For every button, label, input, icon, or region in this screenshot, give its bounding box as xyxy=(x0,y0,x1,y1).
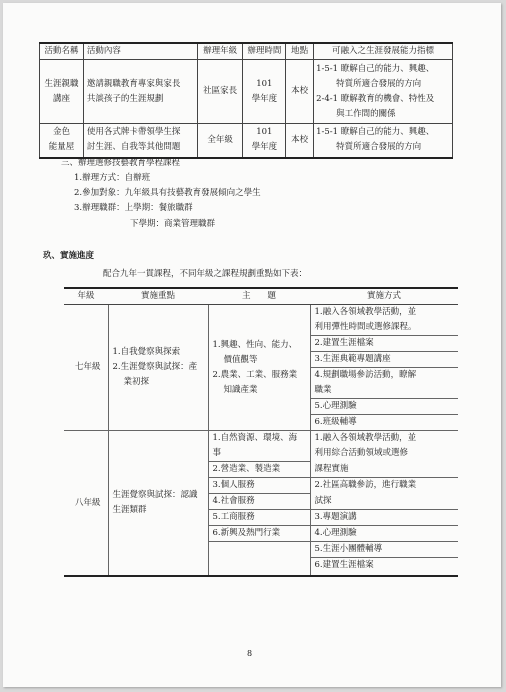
activity-time: 101 學年度 xyxy=(243,60,286,124)
method-item: 3.專題演講 xyxy=(310,510,458,526)
method-item: 2.社區高職參訪，進行職業 xyxy=(310,478,458,494)
section3-item: 3.辦理職群：上學期：餐旅職群 xyxy=(74,203,193,213)
method-item: 1.融入各領域教學活動，並 xyxy=(310,431,458,447)
theme-item: 3.個人服務 xyxy=(208,478,310,494)
method-item: 5.生涯小團體輔導 xyxy=(310,542,458,558)
method-item: 6.建置生涯檔案 xyxy=(310,558,458,574)
header-cell: 主 題 xyxy=(208,288,310,305)
method-item: 利用彈性時間或選修課程。 xyxy=(314,322,417,332)
activity-name: 生涯親職 講座 xyxy=(40,60,84,124)
table-row xyxy=(40,124,453,158)
theme-item: 4.社會服務 xyxy=(208,494,310,510)
header-cell: 實施重點 xyxy=(108,288,208,305)
section3-item: 下學期：商業管理職群 xyxy=(130,219,216,229)
activity-content: 邀請親職教育專家與家長 共談孩子的生涯規劃 xyxy=(83,60,197,124)
header-cell: 活動名稱 xyxy=(40,43,84,60)
section3-item: 1.辦理方式：自辦班 xyxy=(74,173,151,183)
section3-title: 三、辦理選修技藝教育學程課程 xyxy=(61,158,181,168)
header-cell: 實施方式 xyxy=(310,288,458,305)
activity-name: 金色 能量屋 xyxy=(40,124,84,158)
header-cell: 活動內容 xyxy=(83,43,197,60)
header-cell: 地點 xyxy=(286,43,314,60)
method-item: 6.班級輔導 xyxy=(310,415,458,431)
section3-item: 2.參加對象：九年級具有技藝教育發展傾向之學生 xyxy=(74,188,261,198)
ability-index: 1-5-1 瞭解自己的能力、興趣、 特質所適合發展的方向 xyxy=(314,124,453,158)
theme-item: 5.工商服務 xyxy=(208,510,310,526)
table-row xyxy=(40,60,453,124)
page-number: 8 xyxy=(247,649,253,658)
header-cell: 可融入之生涯發展能力指標 xyxy=(314,43,453,60)
intro-text: 配合九年一貫課程，不同年級之課程規劃重點如下表： xyxy=(103,269,308,279)
method-item: 課程實施 xyxy=(314,463,349,474)
focus-cell: 生涯覺察與試探：認識 生涯類群 xyxy=(108,431,208,577)
schedule-table-header xyxy=(64,288,458,305)
header-cell: 辦理年級 xyxy=(197,43,243,60)
method-item: 3.生涯典範專題講座 xyxy=(310,352,458,368)
grade-cell: 七年級 xyxy=(64,305,108,431)
section-heading: 玖、實施進度 xyxy=(43,251,95,261)
method-item: 利用綜合活動領域或選修 xyxy=(314,448,409,459)
document-page xyxy=(3,3,501,687)
table-bottom-rule xyxy=(310,573,458,576)
schedule-table xyxy=(64,287,458,577)
theme-item: 2.營造業、製造業 xyxy=(208,462,310,478)
activity-time: 101 學年度 xyxy=(243,124,286,158)
ability-index: 1-5-1 瞭解自己的能力、興趣、 特質所適合發展的方向 2-4-1 瞭解教育的機會、特性及 與工作間的關係 xyxy=(314,60,453,124)
activity-grade: 社區家長 xyxy=(197,60,243,124)
theme-item: 6.新興及熱門行業 xyxy=(208,526,310,542)
method-item: 職業 xyxy=(314,385,332,395)
activity-place: 本校 xyxy=(286,124,314,158)
activity-table xyxy=(39,42,453,159)
focus-cell: 1.自我覺察與探索 2.生涯覺察與試探：產 業初探 xyxy=(108,305,208,431)
theme-item xyxy=(208,542,310,577)
header-cell: 辦理時間 xyxy=(243,43,286,60)
theme-item: 1.自然資源、環境、海 xyxy=(208,431,310,447)
activity-content: 使用各式牌卡帶領學生探 討生涯、自我等其他問題 xyxy=(83,124,197,158)
method-item: 4.規劃職場參訪活動，瞭解 xyxy=(310,368,458,384)
activity-table-header xyxy=(40,43,453,60)
theme-cell: 1.興趣、性向、能力、 價值觀等 2.農業、工業、服務業 知識產業 xyxy=(208,305,310,431)
theme-item: 事 xyxy=(208,446,310,462)
header-cell: 年級 xyxy=(64,288,108,305)
activity-place: 本校 xyxy=(286,60,314,124)
activity-grade: 全年級 xyxy=(197,124,243,158)
table-row xyxy=(64,431,458,447)
grade-cell: 八年級 xyxy=(64,431,108,577)
method-item: 1.融入各領域教學活動，並 xyxy=(310,305,458,321)
method-item: 4.心理測驗 xyxy=(310,526,458,542)
table-row xyxy=(64,305,458,321)
method-item: 試探 xyxy=(314,495,332,506)
method-item: 5.心理測驗 xyxy=(310,399,458,415)
method-item: 2.建置生涯檔案 xyxy=(310,336,458,352)
